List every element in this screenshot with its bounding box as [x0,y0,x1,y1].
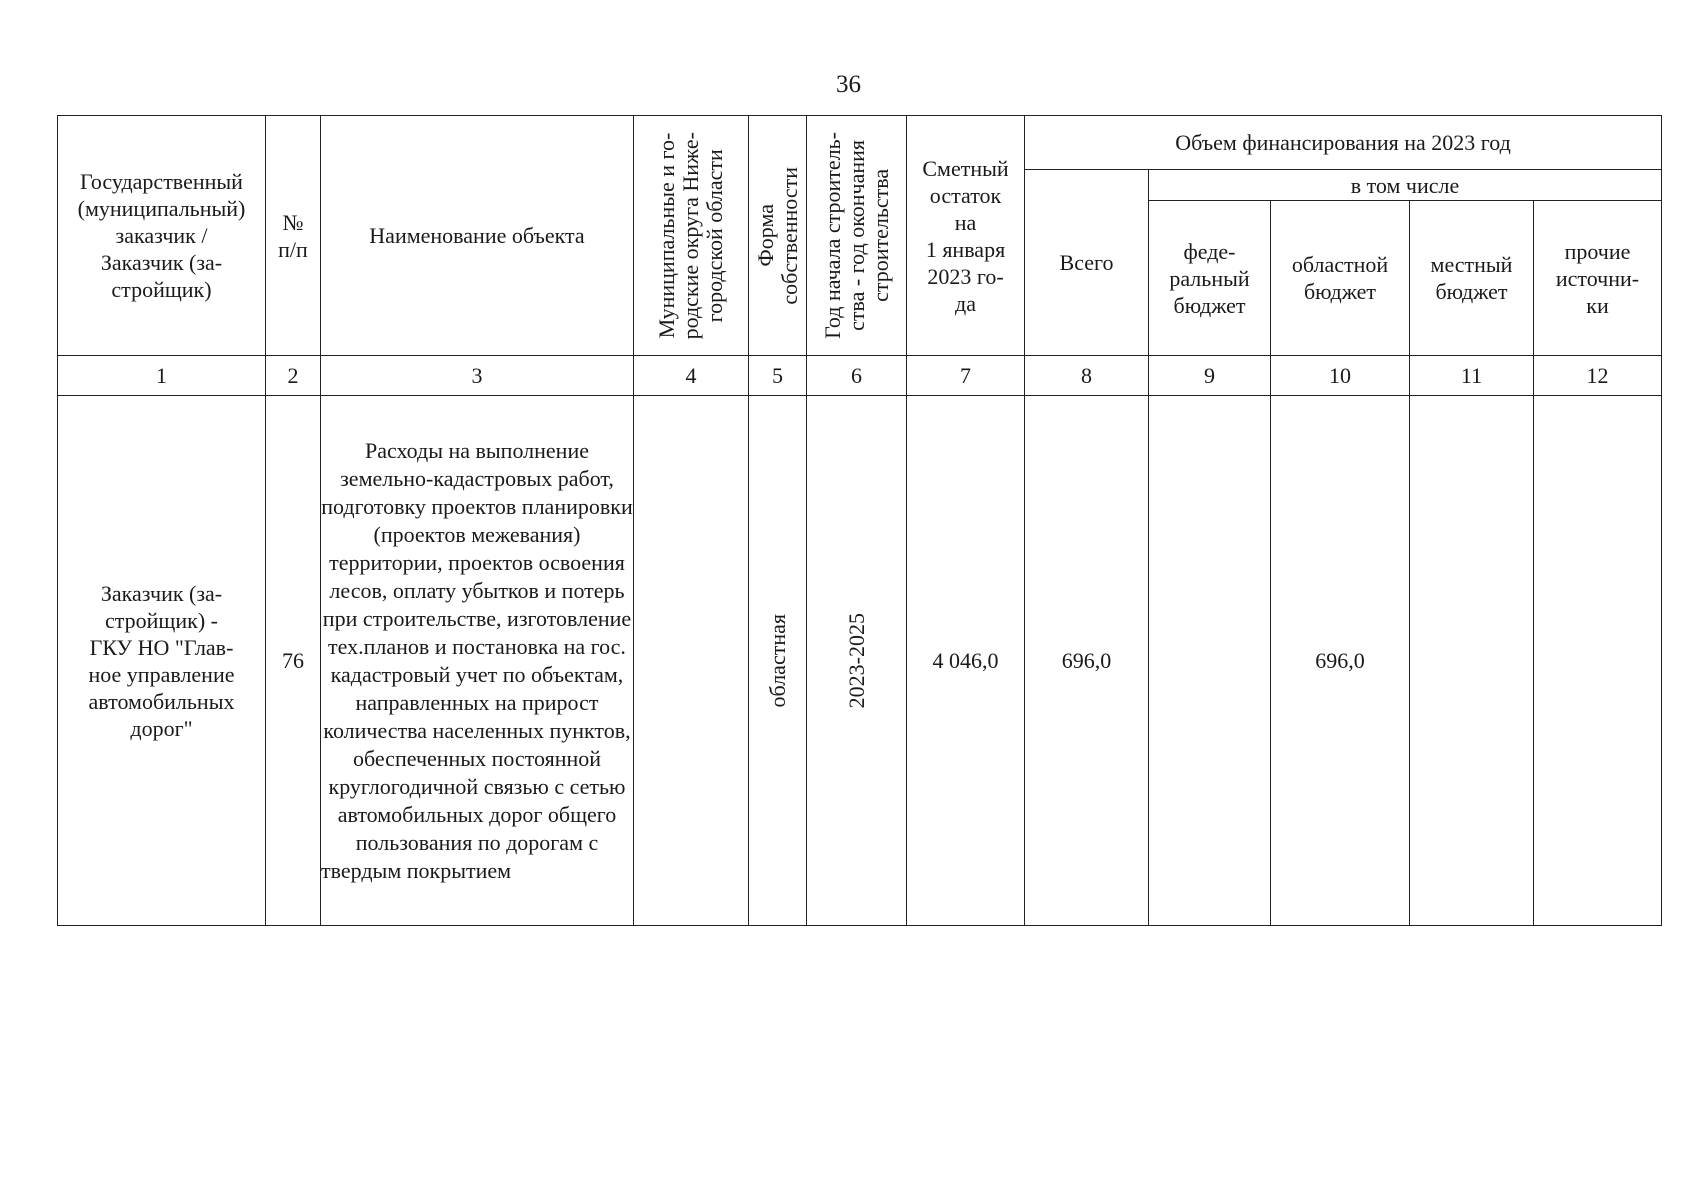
column-number: 7 [907,356,1025,396]
column-number: 3 [321,356,634,396]
federal-cell [1149,396,1271,926]
other-cell [1534,396,1662,926]
municipal-cell [634,396,749,926]
financing-table [57,115,1662,926]
header-customer: Государственный (муниципальный) заказчик / Заказчик (за- стройщик) [58,116,266,356]
header-total: Всего [1025,170,1149,356]
header-regional: областной бюджет [1271,201,1410,356]
header-financing: Объем финансирования на 2023 год [1025,116,1662,170]
column-number: 9 [1149,356,1271,396]
header-row-1 [58,116,1662,170]
regional-cell: 696,0 [1271,396,1410,926]
column-number: 4 [634,356,749,396]
column-number: 1 [58,356,266,396]
header-including: в том числе [1149,170,1662,201]
row-number: 76 [266,396,321,926]
header-years: Год начала строитель- ства - год окончания строительства [807,116,907,356]
header-number: № п/п [266,116,321,356]
column-number: 12 [1534,356,1662,396]
total-cell: 696,0 [1025,396,1149,926]
column-number: 10 [1271,356,1410,396]
ownership-cell: областная [749,396,807,926]
header-federal: феде- ральный бюджет [1149,201,1271,356]
header-municipal: Муниципальные и го- родские округа Ниже- городской области [634,116,749,356]
column-number: 11 [1410,356,1534,396]
header-local: местный бюджет [1410,201,1534,356]
header-ownership: Форма собственности [749,116,807,356]
column-number: 2 [266,356,321,396]
object-name-cell: Расходы на выполнение земельно-кадастровых работ, подготовку проектов планировки (проектов межевания) территории, проектов освоения лесов, оплату убытков и потерь при строительстве, изготовление тех.планов и постановка на гос. кадастровый учет по объектам, направленных на прирост количества населенных пунктов, обеспеченных постоянной круглогодичной связью с сетью автомобильных дорог общего пользования по дорогам с твердым покрытием [321,396,634,926]
column-numbers-row [58,356,1662,396]
column-number: 5 [749,356,807,396]
local-cell [1410,396,1534,926]
page-number: 36 [836,71,861,98]
header-object-name: Наименование объекта [321,116,634,356]
header-other: прочие источни- ки [1534,201,1662,356]
header-estimate: Сметный остаток на 1 января 2023 го- да [907,116,1025,356]
column-number: 8 [1025,356,1149,396]
years-cell: 2023-2025 [807,396,907,926]
column-number: 6 [807,356,907,396]
estimate-cell: 4 046,0 [907,396,1025,926]
table-row [58,396,1662,926]
customer-cell: Заказчик (за- стройщик) - ГКУ НО "Глав- ное управление автомобильных дорог" [58,396,266,926]
